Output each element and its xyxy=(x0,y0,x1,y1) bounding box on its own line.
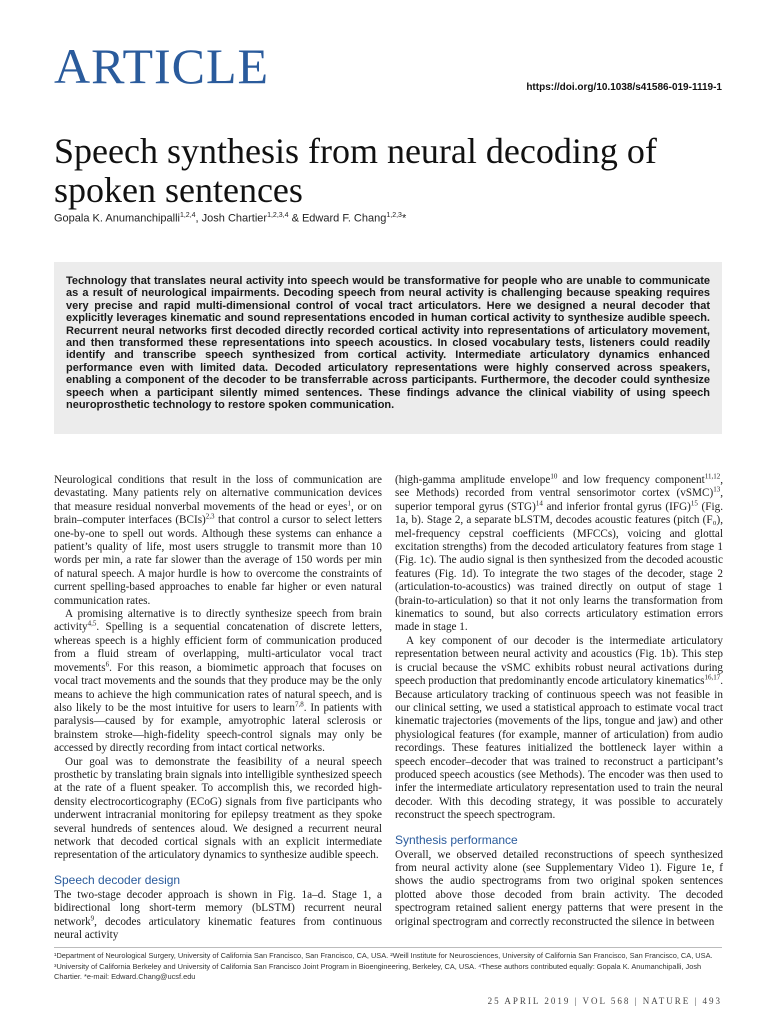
body-paragraph: Overall, we observed detailed reconstructions of speech synthesized from neural activity alone (see Supplementary Video 1). Figure 1e, f shows the audio spectrograms from two original spoken sentences plotted above those decoded from brain activity. The decoded spectrogram retained salient energy patterns that were present in the original spectrogram and correctly reconstructed the silence in between xyxy=(395,848,723,928)
citation-ref[interactable]: 10 xyxy=(550,472,558,481)
body-paragraph: Our goal was to demonstrate the feasibility of a neural speech prosthetic by translating brain signals into intelligible synthesized speech at the rate of a fluent speaker. To accomplish this, we recorded high-density electrocorticography (ECoG) signals from five participants who underwent intracranial monitoring for epilepsy treatment as they spoke several hundreds of sentences aloud. We designed a recurrent neural network that decoded cortical signals with an explicit intermediate representation of the articulatory dynamics to synthesize audible speech. xyxy=(54,755,382,862)
section-heading: Speech decoder design xyxy=(54,872,181,887)
author-name[interactable]: Josh Chartier xyxy=(201,212,268,225)
section-heading: Synthesis performance xyxy=(395,832,518,847)
citation-ref[interactable]: 14 xyxy=(535,499,543,508)
affiliation-marker: 1,2,3,4 xyxy=(267,212,289,219)
body-paragraph: The two-stage decoder approach is shown in Fig. 1a–d. Stage 1, a bidirectional long short-term memory (bLSTM) recurrent neural network$^9$, decodes articulatory kinematic features from continuous neural activity xyxy=(54,888,382,941)
affiliation-marker: 1,2,3 xyxy=(386,212,402,219)
author-separator: & xyxy=(288,212,302,225)
corresponding-author-marker: * xyxy=(401,212,407,225)
author-name[interactable]: Gopala K. Anumanchipalli xyxy=(54,212,180,225)
body-paragraph: A key component of our decoder is the intermediate articulatory representation between neural activity and acoustics (Fig. 1b). This step is crucial because the vSMC exhibits robust neural activations during speech production that predominantly encode articulatory kinematics$^{16,17}$. Because articulatory tracking of continuous speech was not feasible in our clinical setting, we used a statistical approach to estimate vocal tract kinematic trajectories (movements of the lips, tongue and jaw) and other physiological features (for example, manner of articulation) from audio recordings. These features initialized the bottleneck layer within a speech encoder–decoder that was trained to reconstruct a participant’s produced speech acoustics (see Methods). The encoder was then used to infer the intermediate articulatory representation used to train the neural decoder. With this decoding strategy, it was possible to accurately reconstruct the speech spectrogram. xyxy=(395,634,723,822)
abstract-box xyxy=(54,262,722,434)
author-list xyxy=(54,212,734,225)
body-paragraph: (high-gamma amplitude envelope$^{10}$ and low frequency component$^{11,12}$, see Methods) recorded from ventral sensorimotor cortex (vSMC)$^{13}$, superior temporal gyrus (STG)$^{14}$ and inferior frontal gyrus (IFG)$^{15}$ (Fig. 1a, b). Stage 2, a separate bLSTM, decodes acoustic features (pitch (F₀), mel-frequency cepstral coefficients (MFCCs), voicing and glottal excitation strengths) from the decoded articulatory features from stage 1 (Fig. 1c). The audio signal is then synthesized from the decoded acoustic features (Fig. 1d). To integrate the two stages of the decoder, stage 2 (articulation-to-acoustics) was trained directly on output of stage 1 (brain-to-articulation) so that it not only learns the transformation from kinematics to sound, but also corrects articulatory estimation errors made in stage 1. xyxy=(395,472,723,634)
author-separator: , xyxy=(195,212,202,225)
citation-ref[interactable]: 13 xyxy=(713,485,721,494)
citation-ref[interactable]: 15 xyxy=(690,499,698,508)
article-title: Speech synthesis from neural decoding of spoken sentences xyxy=(54,131,657,210)
page-footer: 25 APRIL 2019 | VOL 568 | NATURE | 493 xyxy=(487,996,722,1006)
body-paragraph: Neurological conditions that result in the loss of communication are devastating. Many patients rely on alternative communication devices that measure residual nonverbal movements of the head or eyes$^1$, or on brain–computer interfaces (BCIs)$^{2,3}$ that control a cursor to select letters one-by-one to spell out words. Although these systems can enhance a patient’s quality of life, most users struggle to transmit more than 10 words per min, a rate far slower than the average of 150 words per min of natural speech. A major hurdle is how to overcome the constraints of current spelling-based approaches to enable far higher or even natural communication rates. xyxy=(54,474,382,607)
doi-link[interactable]: https://doi.org/10.1038/s41586-019-1119-1 xyxy=(526,82,722,93)
citation-ref[interactable]: 6 xyxy=(105,659,110,668)
body-column-right xyxy=(395,474,723,929)
citation-ref[interactable]: 7,8 xyxy=(294,700,304,709)
citation-ref[interactable]: 16,17 xyxy=(704,673,721,682)
article-type-label: ARTICLE xyxy=(54,38,270,94)
body-paragraph: A promising alternative is to directly synthesize speech from brain activity$^{4,5}$. Spelling is a sequential concatenation of discrete letters, whereas speech is a highly efficient form of communication produced from a fluid stream of overlapping, multi-articulator vocal tract movements$^6$. For this reason, a biomimetic approach that focuses on vocal tract movements and the sounds that they produce may be the only means to achieve the high communication rates of natural speech, and is also likely to be the most intuitive for users to learn$^{7,8}$. In patients with paralysis—caused by for example, amyotrophic lateral sclerosis or brainstem stroke—high-fidelity speech-control signals may only be accessed by directly recording from intact cortical networks. xyxy=(54,608,382,755)
citation-ref[interactable]: 11,12 xyxy=(704,472,721,481)
citation-ref[interactable]: 4,5 xyxy=(87,619,97,628)
citation-ref[interactable]: 9 xyxy=(90,913,95,922)
abstract-text: Technology that translates neural activity into speech would be transformative for people who are unable to communicate as a result of neurological impairments. Decoding speech from neural activity is challenging because speaking requires very precise and rapid multi-dimensional control of vocal tract articulators. Here we designed a neural decoder that explicitly leverages kinematic and sound representations encoded in human cortical activity to synthesize audible speech. Recurrent neural networks first decoded directly recorded cortical activity into representations of articulatory movement, and then transformed these representations into speech acoustics. In closed vocabulary tests, listeners could readily identify and transcribe speech synthesized from cortical activity. Intermediate articulatory dynamics enhanced performance even with limited data. Decoded articulatory representations were highly conserved across speakers, enabling a component of the decoder to be transferrable across participants. Furthermore, the decoder could synthesize speech when a participant silently mimed sentences. These findings advance the clinical viability of using speech neuroprosthetic technology to restore spoken communication. xyxy=(66,275,710,412)
affiliation-marker: 1,2,4 xyxy=(179,212,196,219)
citation-ref[interactable]: 1 xyxy=(347,499,352,508)
footnote-divider xyxy=(54,947,722,948)
affiliation-footnotes: ¹Department of Neurological Surgery, University of California San Francisco, San Francisco, CA, USA. ²Weill Institute for Neurosciences, University of California San Francisco, San Francisco, CA, USA. ³University of California Berkeley and University of California San Francisco Joint Program in Bioengineering, Berkeley, CA, USA. ⁴These authors contributed equally: Gopala K. Anumanchipalli, Josh Chartier. *e-mail: Edward.Chang@ucsf.edu xyxy=(54,951,713,982)
citation-ref[interactable]: 2,3 xyxy=(205,512,215,521)
author-name[interactable]: Edward F. Chang xyxy=(301,212,387,225)
body-column-left xyxy=(54,474,382,942)
